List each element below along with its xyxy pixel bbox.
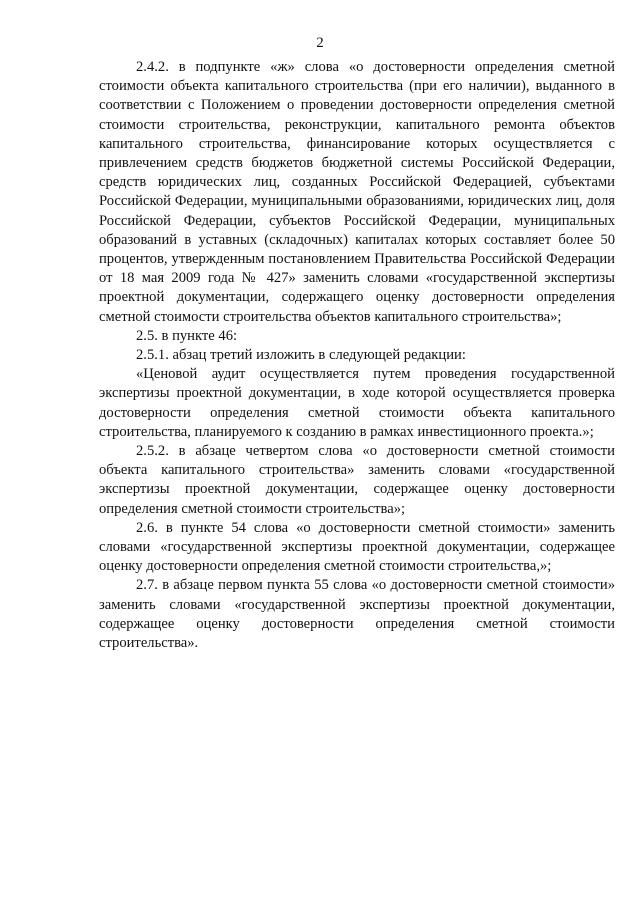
paragraph-2-5: 2.5. в пункте 46: <box>136 327 238 344</box>
paragraph-2-5-2: 2.5.2. в абзаце четвертом слова «о достоверности сметной стоимости объекта капитального строительства» заменить словами «государственной экспертизы проектной документации, содержащее оценку достоверности определения сметной стоимости строительства»; <box>99 443 615 517</box>
paragraph-2-5-1: 2.5.1. абзац третий изложить в следующей редакции: <box>136 347 466 364</box>
paragraph-2-7: 2.7. в абзаце первом пункта 55 слова «о достоверности сметной стоимости» заменить словами «государственной экспертизы проектной документации, содержащее оценку достоверности определения сметной стоимости строительства». <box>99 577 615 652</box>
paragraph-2-4-2: 2.4.2. в подпункте «ж» слова «о достоверности определения сметной стоимости объекта капитального строительства (при его наличии), выданного в соответствии с Положением о проведении достоверности определения сметной стоимости строительства, реконструкции, капитального ремонта объектов капитального строительства, финансирование которых осуществляется с привлечением средств бюджетов бюджетной системы Российской Федерации, средств юридических лиц, созданных Российской Федерацией, субъектами Российской Федерации, муниципальными образованиями, юридических лиц, доля Российской Федерации, субъектов Российской Федерации, муниципальных образований в уставных (складочных) капиталах которых составляет более 50 процентов, утвержденным постановлением Правительства Российской Федерации от 18 мая 2009 года № 427» заменить словами «государственной экспертизы проектной документации, содержащего оценку достоверности определения сметной стоимости строительства объектов капитального строительства»; <box>99 59 615 325</box>
page-number: 2 <box>316 35 324 51</box>
paragraph-price-audit-quote: «Ценовой аудит осуществляется путем проведения государственной экспертизы проектной документации, в ходе которой осуществляется проверка достоверности определения сметной стоимости объекта капитального строительства, планируемого к созданию в рамках инвестиционного проекта.»; <box>99 366 615 440</box>
document-body <box>99 58 615 653</box>
paragraph-2-6: 2.6. в пункте 54 слова «о достоверности сметной стоимости» заменить словами «государственной экспертизы проектной документации, содержащее оценку достоверности определения сметной стоимости строительства,»; <box>99 519 615 575</box>
